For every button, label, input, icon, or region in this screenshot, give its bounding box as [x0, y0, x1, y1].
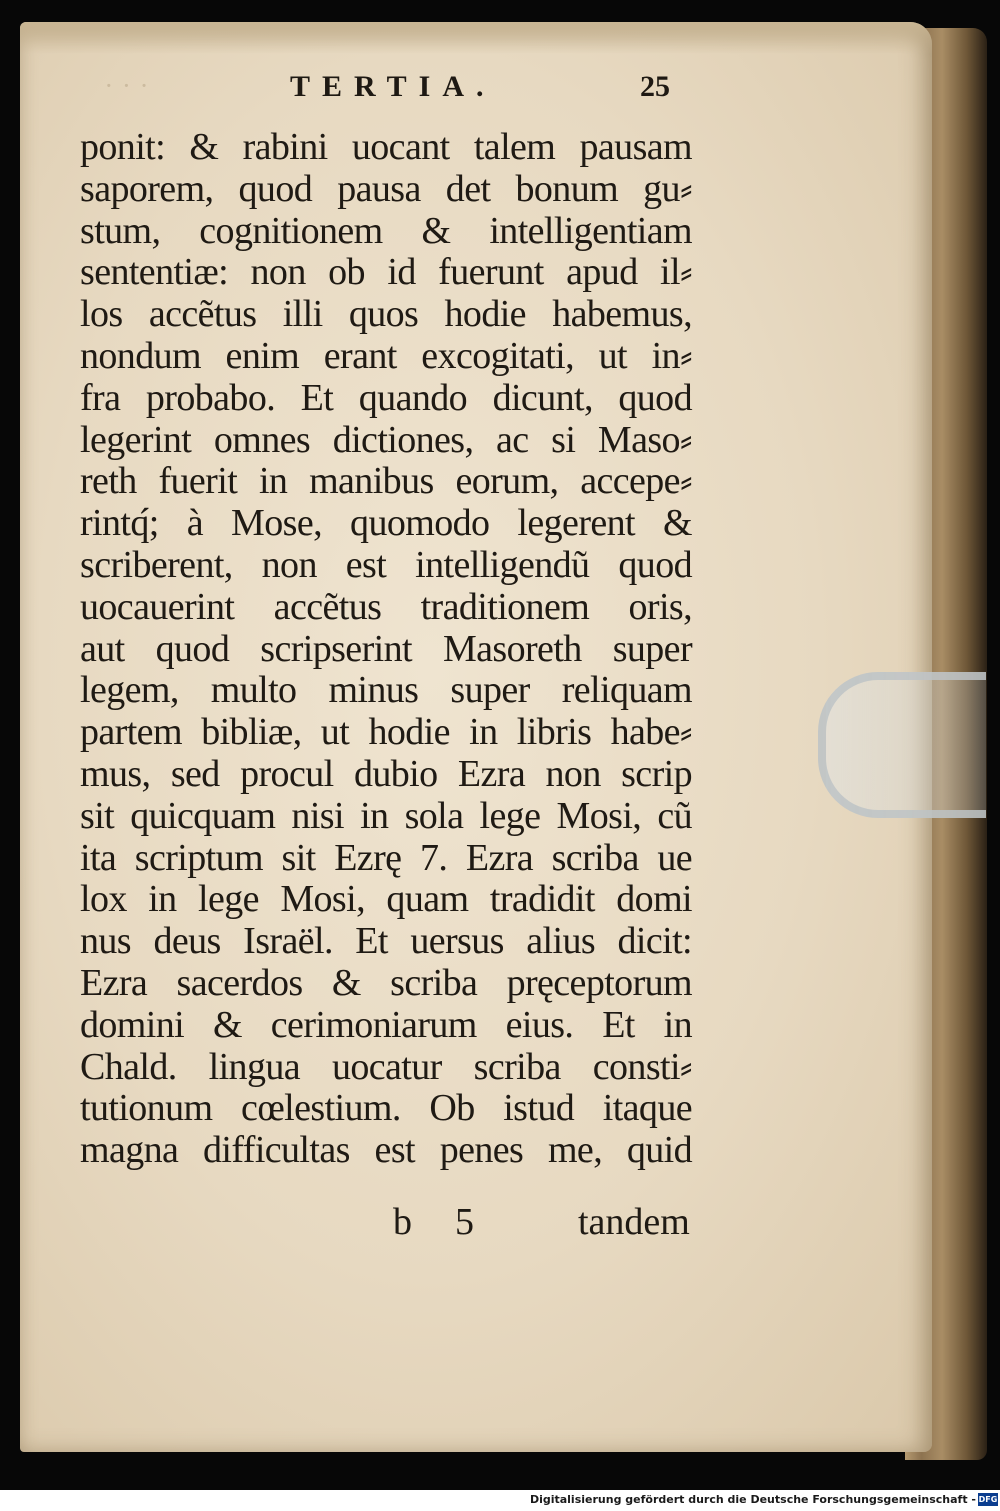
text-line: Ezra sacerdos & scriba pręceptorum: [80, 961, 692, 1004]
body-text: [80, 127, 720, 1172]
footer-credit: Digitalisierung gefördert durch die Deutsche Forschungsgemeinschaft -: [529, 1493, 976, 1506]
text-line: aut quod scripserint Masoreth super: [80, 627, 692, 670]
text-line: sit quicquam nisi in sola lege Mosi, cũ: [80, 794, 692, 837]
text-line: ita scriptum sit Ezrę 7. Ezra scriba ue: [80, 836, 692, 879]
text-line: nus deus Israël. Et uersus alius dicit:: [80, 920, 692, 963]
text-line: saporem, quod pausa det bonum gu⸗: [80, 167, 692, 210]
text-line: reth fuerit in manibus eorum, accepe⸗: [80, 460, 692, 503]
text-line: tutionum cœlestium. Ob istud itaque: [80, 1087, 692, 1130]
text-line: legerint omnes dictiones, ac si Maso⸗: [80, 418, 692, 461]
text-line: domini & cerimoniarum eius. Et in: [80, 1003, 692, 1046]
text-line: mus, sed procul dubio Ezra non scrip: [80, 752, 692, 795]
text-line: lox in lege Mosi, quam tradidit domi: [80, 878, 692, 921]
signature-number: 5: [455, 1201, 474, 1243]
text-line: los accẽtus illi quos hodie habemus,: [80, 293, 692, 336]
running-head: TERTIA.: [290, 70, 496, 103]
text-line: fra probabo. Et quando dicunt, quod: [80, 376, 692, 419]
text-line: magna difficultas est penes me, quid: [80, 1129, 692, 1172]
text-line: uocauerint accẽtus traditionem oris,: [80, 585, 692, 628]
text-line: stum, cognitionem & intelligentiam: [80, 209, 692, 252]
signature-letter: b: [393, 1201, 412, 1243]
text-line: legem, multo minus super reliquam: [80, 669, 692, 712]
page-number: 25: [640, 70, 670, 103]
text-line: scriberent, non est intelligendũ quod: [80, 543, 692, 586]
show-through-ghost-text: ···: [105, 72, 158, 100]
dfg-logo-icon: DFG: [978, 1495, 998, 1504]
text-line: sententiæ: non ob id fuerunt apud il⸗: [80, 251, 692, 294]
text-line: partem bibliæ, ut hodie in libris habe⸗: [80, 711, 692, 754]
text-line: ponit: & rabini uocant talem pausam: [80, 126, 692, 168]
text-line: nondum enim erant excogitati, ut in⸗: [80, 334, 692, 377]
text-line: rintq́; à Mose, quomodo legerent &: [80, 502, 692, 545]
text-line: Chald. lingua uocatur scriba consti⸗: [80, 1045, 692, 1088]
page-clip-holder: [818, 672, 986, 818]
catchword: tandem: [578, 1201, 690, 1243]
page-top-shadow: [20, 22, 932, 54]
